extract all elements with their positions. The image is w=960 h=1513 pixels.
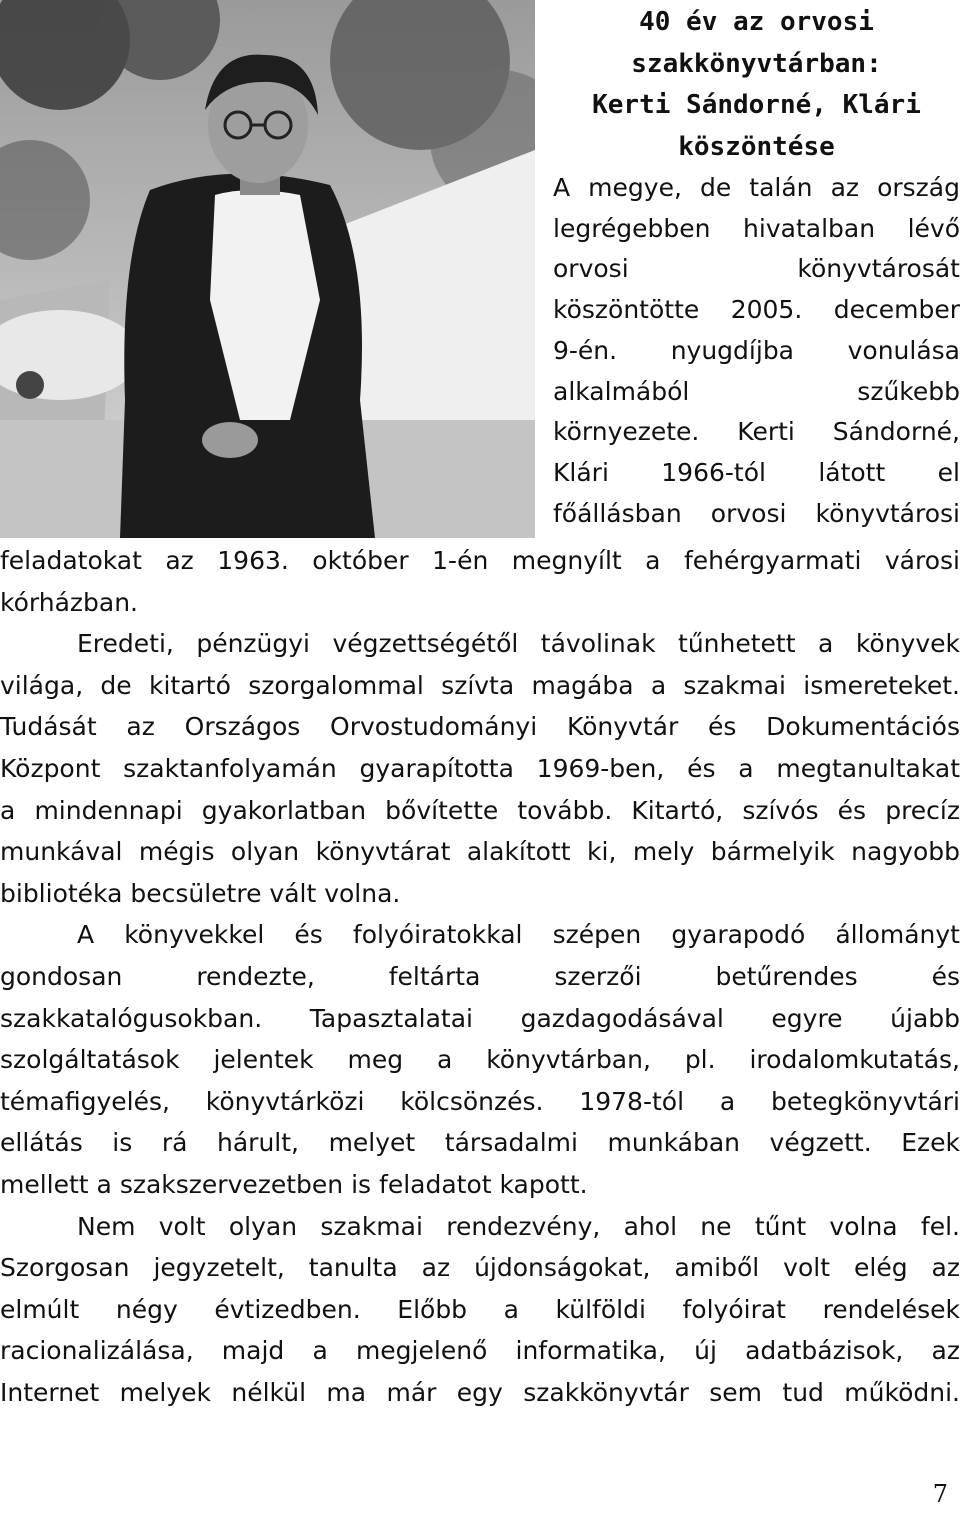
text-line: A könyvekkel és folyóiratokkal szépen gyarapodó állományt <box>77 920 960 950</box>
text-line: legrégebben hivatalban lévő <box>553 213 960 243</box>
text-line: szakkatalógusokban. Tapasztalatai gazdagodásával egyre újabb <box>0 1003 960 1033</box>
text-line: főállásban orvosi könyvtárosi <box>553 498 960 528</box>
article-title <box>553 0 960 168</box>
text-line: racionalizálása, majd a megjelenő informatika, új adatbázisok, az <box>0 1336 960 1366</box>
text-line: feladatokat az 1963. október 1-én megnyílt a fehérgyarmati városi <box>0 546 960 575</box>
text-line: Központ szaktanfolyamán gyarapította 1969-ben, és a megtanultakat <box>0 753 960 783</box>
text-line: bibliotéka becsületre vált volna. <box>0 878 401 908</box>
text-line: munkával mégis olyan könyvtárat alakított ki, mely bármelyik nagyobb <box>0 837 960 867</box>
paragraph-2 <box>0 623 960 914</box>
side-column <box>553 0 960 534</box>
text-line: témafigyelés, könyvtárközi kölcsönzés. 1978-tól a betegkönyvtári <box>0 1086 960 1116</box>
text-line: szolgáltatások jelentek meg a könyvtárban, pl. irodalomkutatás, <box>0 1045 960 1075</box>
text-line: Tudását az Országos Orvostudományi Könyvtár és Dokumentációs <box>0 712 960 742</box>
title-line: 40 év az orvosi <box>639 7 874 37</box>
paragraph-1 <box>0 540 960 623</box>
text-line: orvosi könyvtárosát <box>553 254 960 284</box>
page-number: 7 <box>932 1480 948 1508</box>
text-line: kórházban. <box>0 587 138 617</box>
paragraph-4 <box>0 1206 960 1414</box>
article-body <box>0 540 960 1413</box>
text-line: mellett a szakszervezetben is feladatot kapott. <box>0 1169 588 1199</box>
portrait-photo <box>0 0 535 538</box>
text-line: Eredeti, pénzügyi végzettségétől távolinak tűnhetett a könyvek <box>77 629 960 659</box>
text-line: Szorgosan jegyzetelt, tanulta az újdonságokat, amiből volt elég az <box>0 1253 960 1283</box>
text-line: környezete. Kerti Sándorné, <box>553 417 960 447</box>
text-line: köszöntötte 2005. december <box>553 295 960 325</box>
title-line: köszöntése <box>678 131 835 162</box>
text-line: Internet melyek nélkül ma már egy szakkönyvtár sem tud működni. <box>0 1377 960 1407</box>
text-line: alkalmából szűkebb <box>553 376 960 406</box>
title-line: szakkönyvtárban: <box>631 48 882 79</box>
text-line: a mindennapi gyakorlatban bővítette tovább. Kitartó, szívós és precíz <box>0 795 960 825</box>
title-line: Kerti Sándorné, Klári <box>592 90 921 120</box>
text-line: elmúlt négy évtizedben. Előbb a külföldi folyóirat rendelések <box>0 1294 960 1324</box>
lead-paragraph <box>553 168 960 534</box>
paragraph-3 <box>0 914 960 1205</box>
text-line: világa, de kitartó szorgalommal szívta magába a szakmai ismereteket. <box>0 670 960 700</box>
text-line: gondosan rendezte, feltárta szerzői betűrendes és <box>0 961 960 991</box>
text-line: ellátás is rá hárult, melyet társadalmi munkában végzett. Ezek <box>0 1128 960 1158</box>
text-line: Nem volt olyan szakmai rendezvény, ahol ne tűnt volna fel. <box>77 1211 960 1241</box>
text-line: 9-én. nyugdíjba vonulása <box>553 335 960 365</box>
text-line: A megye, de talán az ország <box>553 173 960 202</box>
text-line: Klári 1966-tól látott el <box>553 457 960 487</box>
